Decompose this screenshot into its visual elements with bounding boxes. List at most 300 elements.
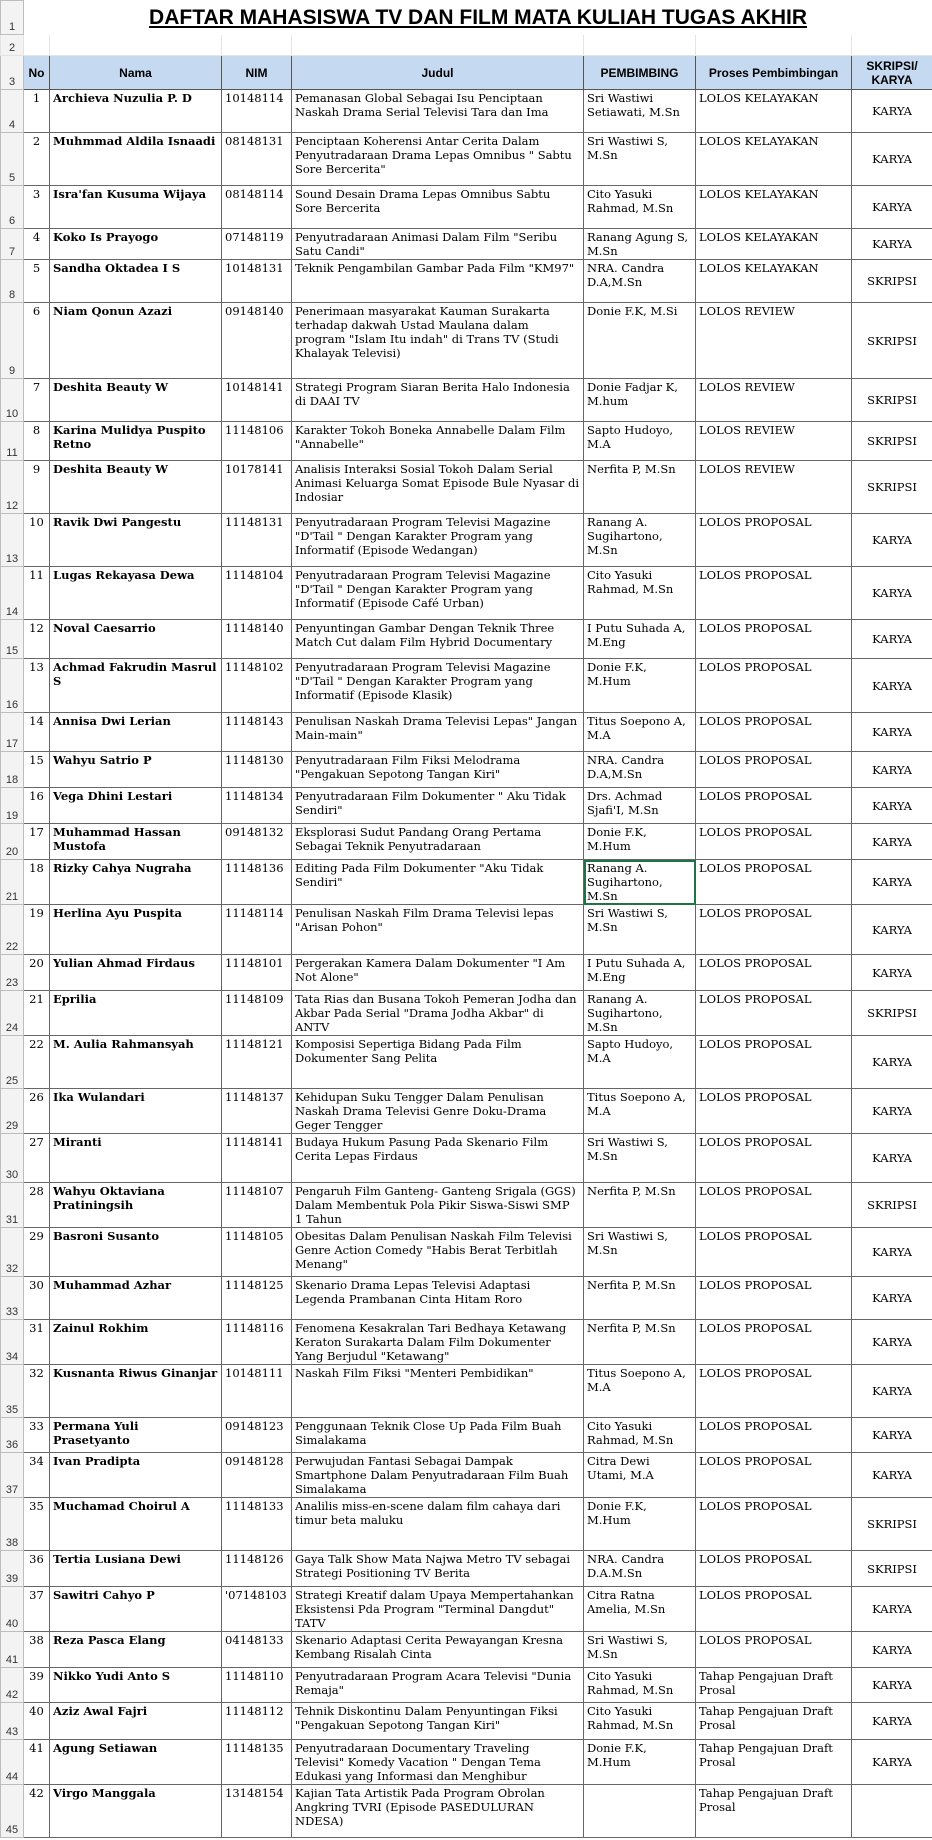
row-number-cell[interactable]: 27 [24,1134,50,1183]
nama-cell[interactable]: Vega Dhini Lestari [50,788,222,824]
row-number-cell[interactable]: 7 [24,379,50,422]
proses-cell[interactable]: LOLOS PROPOSAL [696,752,852,788]
row-header[interactable]: 30 [1,1134,24,1183]
row-header[interactable]: 42 [1,1668,24,1703]
nim-cell[interactable]: 11148134 [222,788,292,824]
judul-cell[interactable]: Penyutradaraan Film Dokumenter " Aku Tidak Sendiri" [292,788,584,824]
skripsi-karya-cell[interactable]: KARYA [852,1089,932,1134]
proses-cell[interactable]: LOLOS PROPOSAL [696,824,852,860]
proses-cell[interactable]: LOLOS PROPOSAL [696,1320,852,1365]
nim-cell[interactable]: 09148140 [222,303,292,379]
cell[interactable] [24,35,50,56]
proses-cell[interactable]: LOLOS PROPOSAL [696,905,852,955]
row-number-cell[interactable]: 1 [24,90,50,133]
skripsi-karya-cell[interactable]: KARYA [852,1418,932,1453]
pembimbing-cell[interactable]: Citra Dewi Utami, M.A [584,1453,696,1498]
skripsi-karya-cell[interactable]: SKRIPSI [852,379,932,422]
nama-cell[interactable]: Wahyu Satrio P [50,752,222,788]
proses-cell[interactable]: LOLOS PROPOSAL [696,991,852,1036]
row-header[interactable]: 17 [1,713,24,752]
nim-cell[interactable]: 11148136 [222,860,292,905]
nim-cell[interactable]: 11148135 [222,1740,292,1785]
row-number-cell[interactable]: 41 [24,1740,50,1785]
judul-cell[interactable]: Penulisan Naskah Drama Televisi Lepas" Jangan Main-main" [292,713,584,752]
proses-cell[interactable]: LOLOS PROPOSAL [696,1418,852,1453]
pembimbing-cell[interactable]: Nerfita P, M.Sn [584,1183,696,1228]
nim-cell[interactable]: 11148116 [222,1320,292,1365]
pembimbing-cell[interactable]: Cito Yasuki Rahmad, M.Sn [584,186,696,229]
row-header[interactable]: 23 [1,955,24,991]
row-header[interactable]: 25 [1,1036,24,1089]
row-header[interactable]: 4 [1,90,24,133]
row-number-cell[interactable]: 29 [24,1228,50,1277]
pembimbing-cell[interactable]: Sapto Hudoyo, M.A [584,1036,696,1089]
row-header[interactable]: 39 [1,1551,24,1587]
nim-cell[interactable]: 10148114 [222,90,292,133]
nama-cell[interactable]: Eprilia [50,991,222,1036]
header-judul[interactable]: Judul [292,56,584,90]
pembimbing-cell[interactable]: Sri Wastiwi S, M.Sn [584,1228,696,1277]
pembimbing-cell[interactable]: NRA. Candra D.A,M.Sn [584,260,696,303]
pembimbing-cell[interactable]: Donie F.K, M.Hum [584,824,696,860]
proses-cell[interactable]: LOLOS REVIEW [696,422,852,461]
header-nim[interactable]: NIM [222,56,292,90]
header-proses[interactable]: Proses Pembimbingan [696,56,852,90]
judul-cell[interactable]: Analilis miss-en-scene dalam film cahaya dari timur beta maluku [292,1498,584,1551]
header-no[interactable]: No [24,56,50,90]
nim-cell[interactable]: 10148141 [222,379,292,422]
pembimbing-cell[interactable]: Titus Soepono A, M.A [584,1089,696,1134]
pembimbing-cell[interactable]: Ranang A. Sugihartono, M.Sn [584,991,696,1036]
pembimbing-cell[interactable]: Nerfita P, M.Sn [584,461,696,514]
nim-cell[interactable]: 11148101 [222,955,292,991]
pembimbing-cell[interactable]: Ranang A. Sugihartono, M.Sn [584,860,696,905]
pembimbing-cell[interactable]: Sapto Hudoyo, M.A [584,422,696,461]
pembimbing-cell[interactable]: Nerfita P, M.Sn [584,1320,696,1365]
nim-cell[interactable]: 09148123 [222,1418,292,1453]
judul-cell[interactable]: Kajian Tata Artistik Pada Program Obrolan Angkring TVRI (Episode PASEDULURAN NDESA) [292,1785,584,1838]
skripsi-karya-cell[interactable]: KARYA [852,713,932,752]
header-pembimbing[interactable]: PEMBIMBING [584,56,696,90]
proses-cell[interactable]: LOLOS REVIEW [696,379,852,422]
pembimbing-cell[interactable]: I Putu Suhada A, M.Eng [584,955,696,991]
judul-cell[interactable]: Penyutradaraan Program Televisi Magazine "D'Tail " Dengan Karakter Program yang Informatif (Episode Café Urban) [292,567,584,620]
judul-cell[interactable]: Karakter Tokoh Boneka Annabelle Dalam Film "Annabelle" [292,422,584,461]
nama-cell[interactable]: Aziz Awal Fajri [50,1703,222,1740]
judul-cell[interactable]: Penggunaan Teknik Close Up Pada Film Buah Simalakama [292,1418,584,1453]
judul-cell[interactable]: Editing Pada Film Dokumenter "Aku Tidak Sendiri" [292,860,584,905]
skripsi-karya-cell[interactable] [852,1785,932,1838]
row-header[interactable]: 29 [1,1089,24,1134]
row-header[interactable]: 13 [1,514,24,567]
pembimbing-cell[interactable]: Cito Yasuki Rahmad, M.Sn [584,567,696,620]
proses-cell[interactable]: LOLOS KELAYAKAN [696,229,852,260]
proses-cell[interactable]: LOLOS PROPOSAL [696,1365,852,1418]
skripsi-karya-cell[interactable]: SKRIPSI [852,1183,932,1228]
row-header[interactable]: 36 [1,1418,24,1453]
proses-cell[interactable]: LOLOS PROPOSAL [696,1134,852,1183]
row-number-cell[interactable]: 14 [24,713,50,752]
nama-cell[interactable]: Yulian Ahmad Firdaus [50,955,222,991]
proses-cell[interactable]: Tahap Pengajuan Draft Prosal [696,1740,852,1785]
row-header[interactable]: 1 [1,1,24,35]
nama-cell[interactable]: Virgo Manggala [50,1785,222,1838]
proses-cell[interactable]: Tahap Pengajuan Draft Prosal [696,1703,852,1740]
proses-cell[interactable]: LOLOS PROPOSAL [696,713,852,752]
pembimbing-cell[interactable]: Titus Soepono A, M.A [584,1365,696,1418]
skripsi-karya-cell[interactable]: KARYA [852,1668,932,1703]
row-number-cell[interactable]: 35 [24,1498,50,1551]
proses-cell[interactable]: LOLOS PROPOSAL [696,955,852,991]
cell[interactable] [50,35,222,56]
nama-cell[interactable]: Isra'fan Kusuma Wijaya [50,186,222,229]
pembimbing-cell[interactable]: Sri Wastiwi S, M.Sn [584,905,696,955]
proses-cell[interactable]: LOLOS PROPOSAL [696,1453,852,1498]
nim-cell[interactable]: 11148126 [222,1551,292,1587]
skripsi-karya-cell[interactable]: KARYA [852,229,932,260]
judul-cell[interactable]: Tehnik Diskontinu Dalam Penyuntingan Fiksi "Pengakuan Sepotong Tangan Kiri" [292,1703,584,1740]
row-number-cell[interactable]: 17 [24,824,50,860]
skripsi-karya-cell[interactable]: SKRIPSI [852,303,932,379]
judul-cell[interactable]: Perwujudan Fantasi Sebagai Dampak Smartphone Dalam Penyutradaraan Film Buah Simalakama [292,1453,584,1498]
nim-cell[interactable]: 11148105 [222,1228,292,1277]
skripsi-karya-cell[interactable]: KARYA [852,567,932,620]
nim-cell[interactable]: 11148112 [222,1703,292,1740]
proses-cell[interactable]: LOLOS KELAYAKAN [696,260,852,303]
row-header[interactable]: 34 [1,1320,24,1365]
skripsi-karya-cell[interactable]: KARYA [852,1277,932,1320]
row-header[interactable]: 7 [1,229,24,260]
nim-cell[interactable]: 11148130 [222,752,292,788]
skripsi-karya-cell[interactable]: KARYA [852,955,932,991]
judul-cell[interactable]: Penciptaan Koherensi Antar Cerita Dalam Penyutradaraan Drama Lepas Omnibus " Sabtu Sore Bercerita" [292,133,584,186]
proses-cell[interactable]: LOLOS REVIEW [696,303,852,379]
cell[interactable] [222,35,292,56]
judul-cell[interactable]: Fenomena Kesakralan Tari Bedhaya Ketawang Keraton Surakarta Dalam Film Dokumenter Yang Berjudul "Ketawang" [292,1320,584,1365]
pembimbing-cell[interactable]: Nerfita P, M.Sn [584,1277,696,1320]
row-number-cell[interactable]: 20 [24,955,50,991]
judul-cell[interactable]: Obesitas Dalam Penulisan Naskah Film Televisi Genre Action Comedy "Habis Berat Terbitlah Menang" [292,1228,584,1277]
nama-cell[interactable]: Ivan Pradipta [50,1453,222,1498]
row-number-cell[interactable]: 12 [24,620,50,659]
pembimbing-cell[interactable]: Donie F.K, M.Si [584,303,696,379]
nim-cell[interactable]: 08148131 [222,133,292,186]
nama-cell[interactable]: Zainul Rokhim [50,1320,222,1365]
judul-cell[interactable]: Skenario Adaptasi Cerita Pewayangan Kresna Kembang Risalah Cinta [292,1632,584,1668]
pembimbing-cell[interactable]: Donie Fadjar K, M.hum [584,379,696,422]
cell[interactable] [852,35,932,56]
nim-cell[interactable]: 11148102 [222,659,292,713]
nim-cell[interactable]: 11148143 [222,713,292,752]
judul-cell[interactable]: Komposisi Sepertiga Bidang Pada Film Dokumenter Sang Pelita [292,1036,584,1089]
row-header[interactable]: 9 [1,303,24,379]
row-number-cell[interactable]: 3 [24,186,50,229]
judul-cell[interactable]: Penyuntingan Gambar Dengan Teknik Three Match Cut dalam Film Hybrid Documentary [292,620,584,659]
proses-cell[interactable]: LOLOS PROPOSAL [696,860,852,905]
skripsi-karya-cell[interactable]: KARYA [852,133,932,186]
nim-cell[interactable]: 11148107 [222,1183,292,1228]
proses-cell[interactable]: LOLOS PROPOSAL [696,1089,852,1134]
judul-cell[interactable]: Naskah Film Fiksi "Menteri Pembidikan" [292,1365,584,1418]
skripsi-karya-cell[interactable]: KARYA [852,1320,932,1365]
row-header[interactable]: 31 [1,1183,24,1228]
nim-cell[interactable]: 11148137 [222,1089,292,1134]
pembimbing-cell[interactable]: Citra Ratna Amelia, M.Sn [584,1587,696,1632]
proses-cell[interactable]: LOLOS PROPOSAL [696,1551,852,1587]
nim-cell[interactable]: 09148132 [222,824,292,860]
pembimbing-cell[interactable]: Drs. Achmad Sjafi'I, M.Sn [584,788,696,824]
judul-cell[interactable]: Pengaruh Film Ganteng- Ganteng Srigala (GGS) Dalam Membentuk Pola Pikir Siswa-Siswi SMP 1 Tahun [292,1183,584,1228]
row-header[interactable]: 22 [1,905,24,955]
proses-cell[interactable]: LOLOS PROPOSAL [696,1183,852,1228]
skripsi-karya-cell[interactable]: KARYA [852,1134,932,1183]
skripsi-karya-cell[interactable]: KARYA [852,1036,932,1089]
nim-cell[interactable]: 07148119 [222,229,292,260]
judul-cell[interactable]: Penyutradaraan Film Fiksi Melodrama "Pengakuan Sepotong Tangan Kiri" [292,752,584,788]
judul-cell[interactable]: Penyutradaraan Animasi Dalam Film "Seribu Satu Candi" [292,229,584,260]
pembimbing-cell[interactable]: Ranang Agung S, M.Sn [584,229,696,260]
judul-cell[interactable]: Penyutradaraan Program Televisi Magazine "D'Tail " Dengan Karakter Program yang Informatif (Episode Klasik) [292,659,584,713]
nama-cell[interactable]: Kusnanta Riwus Ginanjar [50,1365,222,1418]
judul-cell[interactable]: Strategi Program Siaran Berita Halo Indonesia di DAAI TV [292,379,584,422]
header-skripsi-karya[interactable]: SKRIPSI/ KARYA [852,56,932,90]
row-number-cell[interactable]: 32 [24,1365,50,1418]
skripsi-karya-cell[interactable]: KARYA [852,1632,932,1668]
row-number-cell[interactable]: 42 [24,1785,50,1838]
row-header[interactable]: 24 [1,991,24,1036]
skripsi-karya-cell[interactable]: KARYA [852,1228,932,1277]
pembimbing-cell[interactable]: Cito Yasuki Rahmad, M.Sn [584,1703,696,1740]
row-header[interactable]: 32 [1,1228,24,1277]
judul-cell[interactable]: Penerimaan masyarakat Kauman Surakarta terhadap dakwah Ustad Maulana dalam program "Islam Itu indah" di Trans TV (Studi Khalayak Televisi) [292,303,584,379]
row-number-cell[interactable]: 37 [24,1587,50,1632]
row-number-cell[interactable]: 31 [24,1320,50,1365]
row-number-cell[interactable]: 8 [24,422,50,461]
nim-cell[interactable]: 11148121 [222,1036,292,1089]
nim-cell[interactable]: 11148133 [222,1498,292,1551]
nim-cell[interactable]: 11148114 [222,905,292,955]
row-header[interactable]: 11 [1,422,24,461]
nama-cell[interactable]: Ika Wulandari [50,1089,222,1134]
skripsi-karya-cell[interactable]: KARYA [852,1740,932,1785]
proses-cell[interactable]: LOLOS PROPOSAL [696,567,852,620]
pembimbing-cell[interactable]: Ranang A. Sugihartono, M.Sn [584,514,696,567]
skripsi-karya-cell[interactable]: SKRIPSI [852,1498,932,1551]
proses-cell[interactable]: LOLOS KELAYAKAN [696,186,852,229]
row-header[interactable]: 14 [1,567,24,620]
row-number-cell[interactable]: 19 [24,905,50,955]
nim-cell[interactable]: 11148131 [222,514,292,567]
nama-cell[interactable]: Agung Setiawan [50,1740,222,1785]
nama-cell[interactable]: Muhammad Hassan Mustofa [50,824,222,860]
nim-cell[interactable]: 11148110 [222,1668,292,1703]
nim-cell[interactable]: 11148141 [222,1134,292,1183]
cell[interactable] [292,35,584,56]
nim-cell[interactable]: 11148109 [222,991,292,1036]
row-header[interactable]: 16 [1,659,24,713]
nim-cell[interactable]: 10178141 [222,461,292,514]
row-header[interactable]: 8 [1,260,24,303]
row-number-cell[interactable]: 28 [24,1183,50,1228]
row-number-cell[interactable]: 34 [24,1453,50,1498]
judul-cell[interactable]: Skenario Drama Lepas Televisi Adaptasi Legenda Prambanan Cinta Hitam Roro [292,1277,584,1320]
row-header[interactable]: 19 [1,788,24,824]
header-nama[interactable]: Nama [50,56,222,90]
nim-cell[interactable]: 09148128 [222,1453,292,1498]
row-number-cell[interactable]: 18 [24,860,50,905]
proses-cell[interactable]: LOLOS PROPOSAL [696,1228,852,1277]
skripsi-karya-cell[interactable]: SKRIPSI [852,991,932,1036]
judul-cell[interactable]: Sound Desain Drama Lepas Omnibus Sabtu Sore Bercerita [292,186,584,229]
pembimbing-cell[interactable]: Sri Wastiwi Setiawati, M.Sn [584,90,696,133]
judul-cell[interactable]: Tata Rias dan Busana Tokoh Pemeran Jodha dan Akbar Pada Serial "Drama Jodha Akbar" di ANTV [292,991,584,1036]
nim-cell[interactable]: 04148133 [222,1632,292,1668]
proses-cell[interactable]: Tahap Pengajuan Draft Prosal [696,1668,852,1703]
judul-cell[interactable]: Penyutradaraan Documentary Traveling Televisi" Komedy Vacation " Dengan Tema Edukasi yang Informasi dan Menghibur [292,1740,584,1785]
skripsi-karya-cell[interactable]: KARYA [852,860,932,905]
pembimbing-cell[interactable]: Titus Soepono A, M.A [584,713,696,752]
nim-cell[interactable]: 11148106 [222,422,292,461]
row-number-cell[interactable]: 9 [24,461,50,514]
row-header[interactable]: 18 [1,752,24,788]
skripsi-karya-cell[interactable]: KARYA [852,90,932,133]
nim-cell[interactable]: 10148131 [222,260,292,303]
proses-cell[interactable]: LOLOS PROPOSAL [696,1587,852,1632]
pembimbing-cell[interactable]: Donie F.K, M.Hum [584,1498,696,1551]
nama-cell[interactable]: Niam Qonun Azazi [50,303,222,379]
row-number-cell[interactable]: 40 [24,1703,50,1740]
row-header[interactable]: 20 [1,824,24,860]
nama-cell[interactable]: Herlina Ayu Puspita [50,905,222,955]
row-header[interactable]: 44 [1,1740,24,1785]
row-number-cell[interactable]: 22 [24,1036,50,1089]
pembimbing-cell[interactable] [584,1785,696,1838]
skripsi-karya-cell[interactable]: KARYA [852,620,932,659]
proses-cell[interactable]: LOLOS PROPOSAL [696,788,852,824]
judul-cell[interactable]: Gaya Talk Show Mata Najwa Metro TV sebagai Strategi Positioning TV Berita [292,1551,584,1587]
row-number-cell[interactable]: 21 [24,991,50,1036]
pembimbing-cell[interactable]: NRA. Candra D.A,M.Sn [584,752,696,788]
judul-cell[interactable]: Teknik Pengambilan Gambar Pada Film "KM97" [292,260,584,303]
row-header[interactable]: 33 [1,1277,24,1320]
proses-cell[interactable]: LOLOS REVIEW [696,461,852,514]
row-number-cell[interactable]: 38 [24,1632,50,1668]
nama-cell[interactable]: Sandha Oktadea I S [50,260,222,303]
row-header[interactable]: 15 [1,620,24,659]
proses-cell[interactable]: LOLOS PROPOSAL [696,1036,852,1089]
row-header[interactable]: 43 [1,1703,24,1740]
sheet-title[interactable]: DAFTAR MAHASISWA TV DAN FILM MATA KULIAH TUGAS AKHIR [24,1,932,35]
row-header[interactable]: 40 [1,1587,24,1632]
cell[interactable] [584,35,696,56]
skripsi-karya-cell[interactable]: SKRIPSI [852,461,932,514]
nama-cell[interactable]: Koko Is Prayogo [50,229,222,260]
row-number-cell[interactable]: 10 [24,514,50,567]
nama-cell[interactable]: Wahyu Oktaviana Pratiningsih [50,1183,222,1228]
nama-cell[interactable]: Karina Mulidya Puspito Retno [50,422,222,461]
row-number-cell[interactable]: 36 [24,1551,50,1587]
nama-cell[interactable]: Deshita Beauty W [50,379,222,422]
skripsi-karya-cell[interactable]: KARYA [852,824,932,860]
nama-cell[interactable]: Muhmmad Aldila Isnaadi [50,133,222,186]
judul-cell[interactable]: Eksplorasi Sudut Pandang Orang Pertama Sebagai Teknik Penyutradaraan [292,824,584,860]
nama-cell[interactable]: Permana Yuli Prasetyanto [50,1418,222,1453]
skripsi-karya-cell[interactable]: KARYA [852,788,932,824]
row-header[interactable]: 5 [1,133,24,186]
proses-cell[interactable]: LOLOS PROPOSAL [696,1498,852,1551]
skripsi-karya-cell[interactable]: SKRIPSI [852,260,932,303]
nama-cell[interactable]: Annisa Dwi Lerian [50,713,222,752]
judul-cell[interactable]: Penulisan Naskah Film Drama Televisi lepas "Arisan Pohon" [292,905,584,955]
nama-cell[interactable]: Nikko Yudi Anto S [50,1668,222,1703]
judul-cell[interactable]: Budaya Hukum Pasung Pada Skenario Film Cerita Lepas Firdaus [292,1134,584,1183]
row-number-cell[interactable]: 11 [24,567,50,620]
row-number-cell[interactable]: 15 [24,752,50,788]
nama-cell[interactable]: Noval Caesarrio [50,620,222,659]
nama-cell[interactable]: Rizky Cahya Nugraha [50,860,222,905]
row-number-cell[interactable]: 6 [24,303,50,379]
proses-cell[interactable]: LOLOS PROPOSAL [696,1277,852,1320]
row-header[interactable]: 2 [1,35,24,56]
nim-cell[interactable]: 08148114 [222,186,292,229]
proses-cell[interactable]: LOLOS KELAYAKAN [696,133,852,186]
proses-cell[interactable]: LOLOS PROPOSAL [696,659,852,713]
pembimbing-cell[interactable]: Donie F.K, M.Hum [584,1740,696,1785]
row-number-cell[interactable]: 30 [24,1277,50,1320]
nim-cell[interactable]: 11148104 [222,567,292,620]
skripsi-karya-cell[interactable]: SKRIPSI [852,422,932,461]
skripsi-karya-cell[interactable]: SKRIPSI [852,1551,932,1587]
row-number-cell[interactable]: 13 [24,659,50,713]
proses-cell[interactable]: LOLOS PROPOSAL [696,620,852,659]
skripsi-karya-cell[interactable]: KARYA [852,1365,932,1418]
skripsi-karya-cell[interactable]: KARYA [852,1453,932,1498]
nim-cell[interactable]: 11148125 [222,1277,292,1320]
skripsi-karya-cell[interactable]: KARYA [852,1587,932,1632]
pembimbing-cell[interactable]: Cito Yasuki Rahmad, M.Sn [584,1668,696,1703]
row-header[interactable]: 12 [1,461,24,514]
proses-cell[interactable]: LOLOS KELAYAKAN [696,90,852,133]
row-number-cell[interactable]: 16 [24,788,50,824]
row-header[interactable]: 41 [1,1632,24,1668]
skripsi-karya-cell[interactable]: KARYA [852,659,932,713]
nama-cell[interactable]: Tertia Lusiana Dewi [50,1551,222,1587]
nama-cell[interactable]: Miranti [50,1134,222,1183]
nama-cell[interactable]: M. Aulia Rahmansyah [50,1036,222,1089]
pembimbing-cell[interactable]: Sri Wastiwi S, M.Sn [584,133,696,186]
row-header[interactable]: 21 [1,860,24,905]
nama-cell[interactable]: Muhammad Azhar [50,1277,222,1320]
nim-cell[interactable]: 11148140 [222,620,292,659]
row-header[interactable]: 37 [1,1453,24,1498]
row-number-cell[interactable]: 39 [24,1668,50,1703]
row-number-cell[interactable]: 33 [24,1418,50,1453]
judul-cell[interactable]: Pergerakan Kamera Dalam Dokumenter "I Am Not Alone" [292,955,584,991]
cell[interactable] [696,35,852,56]
skripsi-karya-cell[interactable]: KARYA [852,514,932,567]
row-header[interactable]: 10 [1,379,24,422]
row-header[interactable]: 38 [1,1498,24,1551]
nim-cell[interactable]: 13148154 [222,1785,292,1838]
row-header[interactable]: 45 [1,1785,24,1838]
judul-cell[interactable]: Pemanasan Global Sebagai Isu Penciptaan Naskah Drama Serial Televisi Tara dan Ima [292,90,584,133]
row-number-cell[interactable]: 26 [24,1089,50,1134]
nama-cell[interactable]: Archieva Nuzulia P. D [50,90,222,133]
judul-cell[interactable]: Penyutradaraan Program Acara Televisi "Dunia Remaja" [292,1668,584,1703]
nama-cell[interactable]: Achmad Fakrudin Masrul S [50,659,222,713]
judul-cell[interactable]: Analisis Interaksi Sosial Tokoh Dalam Serial Animasi Keluarga Somat Episode Bule Nyasar di Indosiar [292,461,584,514]
row-number-cell[interactable]: 2 [24,133,50,186]
